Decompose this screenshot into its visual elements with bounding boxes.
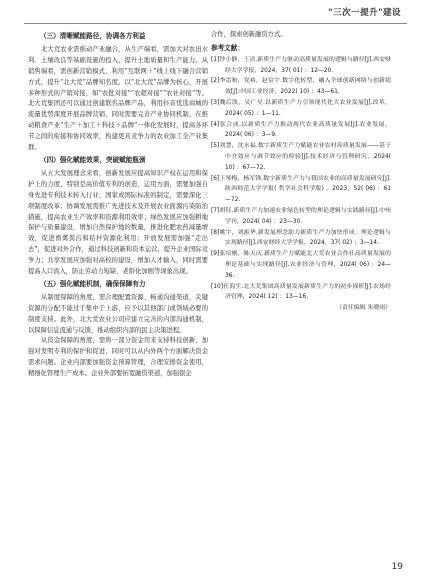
page-number: 19 <box>391 562 403 572</box>
journal-header: "三次一提升"建设 <box>328 8 401 18</box>
reference-item: [10]任海生.北大荒集团高质量发展新质生产力的初步探析[J].农场经济管理，2024( 12) ：13—16. <box>211 283 391 301</box>
editor-credit: （责任编辑 朱晓雨） <box>336 305 391 312</box>
section-5-paragraph-1: 从制度保障的角度，需合理配置资源、畅通沟通渠道，关键资源的分配不能过于集中于上游，应予以其他部门或领域必要的制度支持。此外，北大荒农业公司应建立完善的内部沟通机制，以保障信息流通与反馈，推动组织内部的民主决策进程。 <box>28 293 208 334</box>
reference-item: [3]魏后凯，吴广昊.以新质生产力引领现代化大农业发展[J].改革，2024( 05) ：1—11. <box>211 100 391 117</box>
reference-item: [9]张培刚，陈天庆.新质生产力赋能北大荒农业合作社高质量发展的理论基础与实现路径[J].农业经济与管理，2024( 06) ：24—36. <box>211 251 391 279</box>
section-3-paragraph: 北大荒农业需推动产业融合，从生产端看，需加大对农田水利、土壤改良等基础设施的投入，提升土地质量和生产能力。从销售端看，需创新营销模式，利用“互联网＋”线上线下融合营销方式，提升“北大荒”品牌知名度。以“北大荒”品牌为核心，开展多种形式的产销对接，如“农批对接”“农超对接”“农社对接”等。北大荒集团还可以通过创建联名品牌产品，利用抖音优选商城的流量优势深度开展品牌营销，同时需要完善产业协同机制，在推动粮食产业“生产＋加工＋科技＋品牌”一体化发展时，提高各环节之间的衔接和协同效率，构建更具竞争力的农业加工全产业集群。 <box>28 45 208 152</box>
reference-item: [7]胡钰.新质生产力加速农业绿色转型的理论逻辑与实践路径[J].中州学刊，2024( 04) ：23—30. <box>211 207 391 225</box>
left-column <box>28 30 208 380</box>
references-heading: 参考文献： <box>211 43 244 52</box>
reference-item: [2]李雷和，党裕，赵宸宇.数字化转型、融入全球创新网络与创新绩效[J].中国工业经济，2022( 10) ：43—61. <box>211 78 391 96</box>
section-5-title: （五）强化赋能机制，确保保障有力 <box>40 279 146 288</box>
section-5-paragraph-2: 从资金保障的角度，需将一部分资金用来支持科技创新，加强对发明专利的保护和促进，同时可以从内外两个方面解决资金需求问题。企业内部要加强资金预算管理，合理安排资金使用，精细化管理生产成本。企业外部要拓宽融资渠道，加强银企 <box>28 337 208 378</box>
reference-item: [8]姚宇，刘振华.新发展理念助力新质生产力加快形成：理论逻辑与实现路径[J].西安财经大学学报，2024，37( 02) ：3—14. <box>211 229 391 247</box>
section-4-title: （四）强化赋能效果，突破赋能瓶颈 <box>40 155 146 164</box>
reference-item: [1]钞小静，王清.新质生产力驱动高质量发展的逻辑与路径[J].西安财经大学学报，2024，37( 01) ：12—20. <box>211 56 391 74</box>
reference-item: [4]张合成.以新质生产力推动现代农业高质量发展[J].农业发展，2024( 06) ：3—9. <box>211 121 391 139</box>
reference-item: [6]王琴梅，杨军锋.数字新质生产力与我国农业的高质量发展研究[J].陕西师范大学学报( 哲学社会科学版) ，2023，52( 06) ：61—72. <box>211 175 391 204</box>
reference-item: [5]刘慧，沈永福.数字新质生产力赋能农业农村高质量发展——基于中介效应与调节效应的检验[J].技术经济与管理研究，2024( 10) ：67—72. <box>211 143 391 171</box>
right-column <box>211 30 391 314</box>
continuation-text: 合作，探索创新融资方式。 <box>211 31 287 38</box>
section-3-title: （三）清晰赋能路径，协调各方利益 <box>40 32 146 40</box>
header-rule <box>24 23 407 24</box>
section-4-paragraph: 从五大发展理念来看，创新发展应提高知识产权在运用和保护上的力度，特别是高价值专利的创造、运用方面，需要加强自身先进专利技术转入行业、国家或国际标准的制定，需要深化三项制度改革；协调发展需推广先进技术及开展农业面源污染防治措施，提高农业生产效率和资源利用效率；绿色发展应加强耕地保护与质量建设，增加自然保护地的数量，推进化肥农药减量增效，促进畜禽粪污和秸秆资源化利用；开放发展需加强“走出去”，促进对外合作，通过科技创新和资本运营，提升企业国际竞争力；共享发展应加强对高校的建设，增加人才输入，同时需要提高人口流入，防止劳动力短缺、老龄化加剧等现象出现。 <box>28 169 208 276</box>
